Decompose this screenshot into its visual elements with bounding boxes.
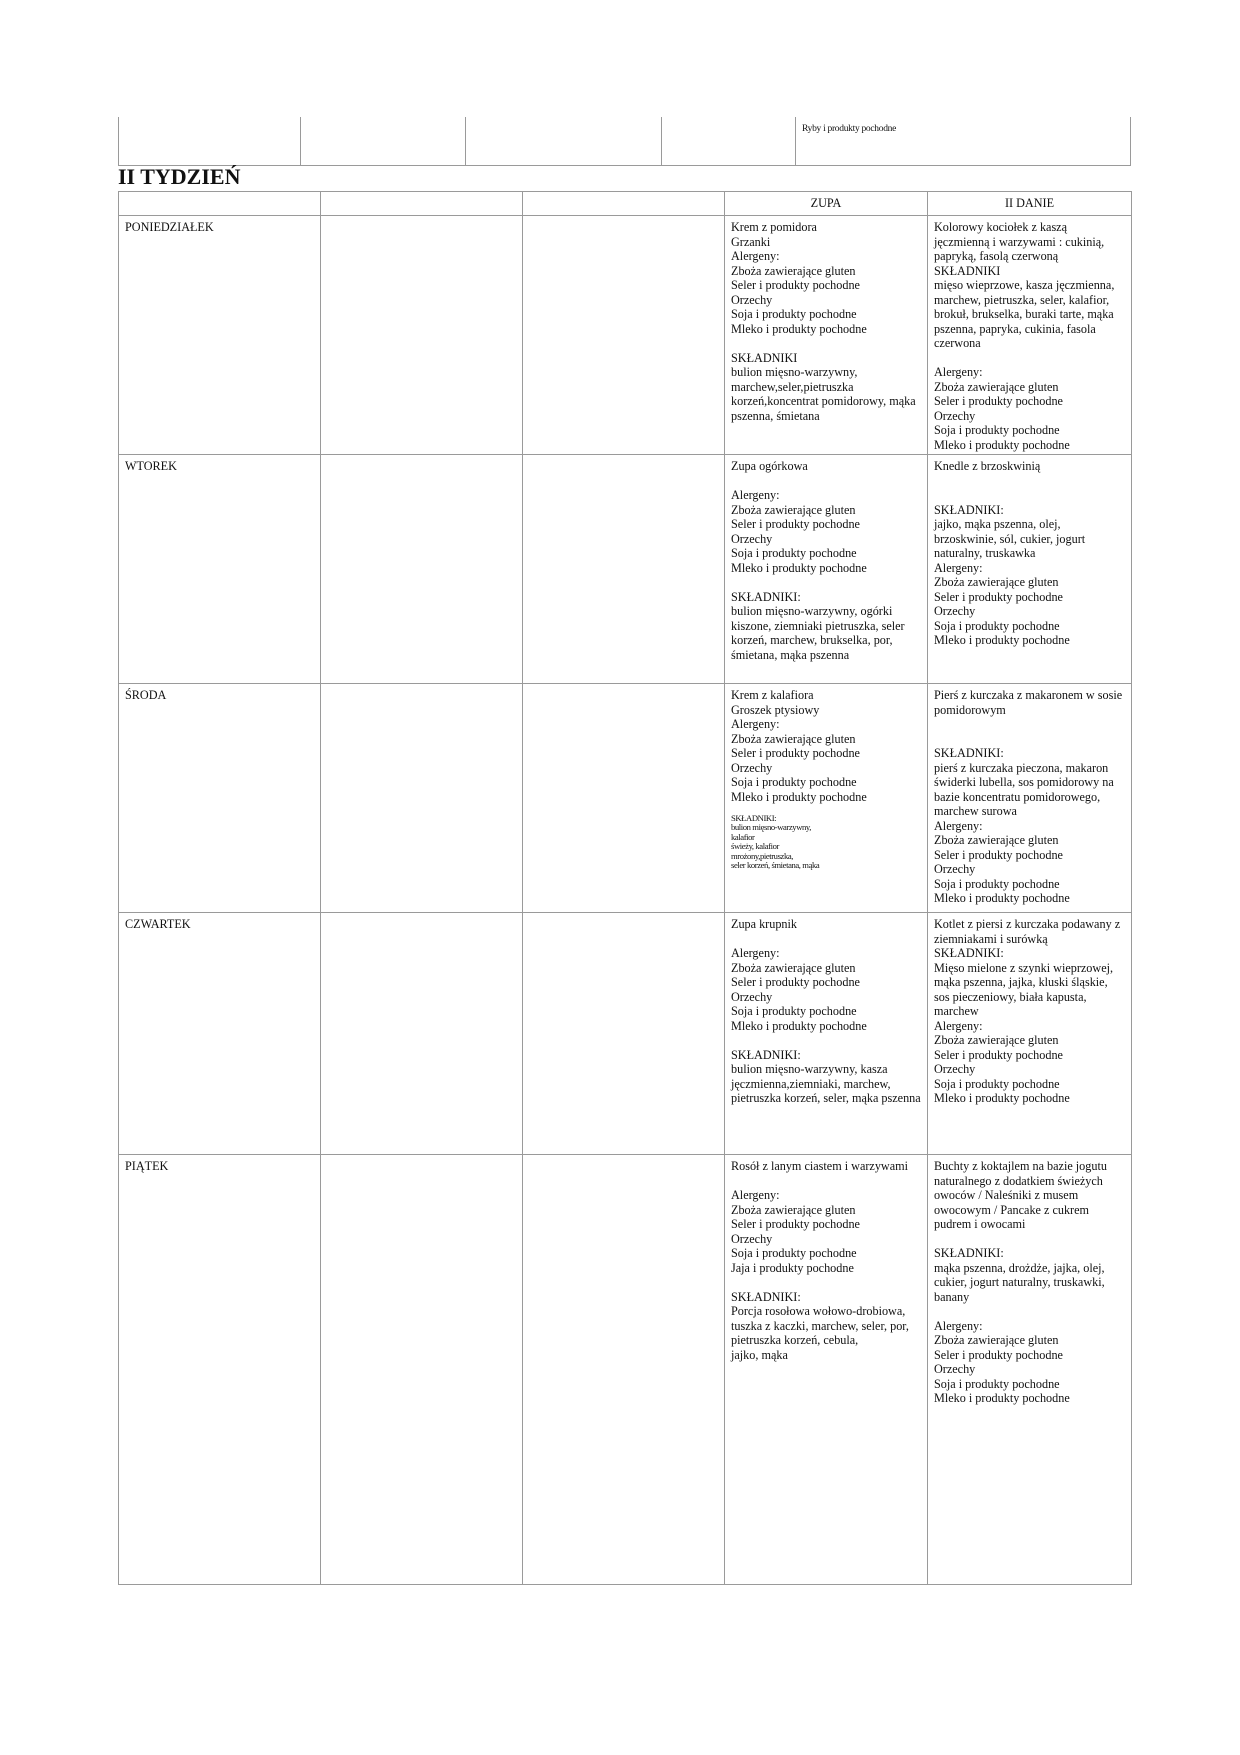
fragment-cell [466,117,662,166]
header-cell-day [119,192,321,216]
empty-cell [321,913,523,1155]
day-label: CZWARTEK [119,913,321,1155]
soup-cell: Krem z pomidora Grzanki Alergeny: Zboża zawierające gluten Seler i produkty pochodne Orzechy Soja i produkty pochodne Mleko i produkty pochodne SKŁADNIKI bulion mięsno-warzywny, marchew,seler,pietruszka korzeń,koncentrat pomidorowy, mąka pszenna, śmietana [725,216,928,455]
day-label: WTOREK [119,455,321,684]
day-label: PONIEDZIAŁEK [119,216,321,455]
soup-cell: Rosół z lanym ciastem i warzywami Alergeny: Zboża zawierające gluten Seler i produkty pochodne Orzechy Soja i produkty pochodne Jaja i produkty pochodne SKŁADNIKI: Porcja rosołowa wołowo-drobiowa, tuszka z kaczki, marchew, seler, por, pietruszka korzeń, cebula, jajko, mąka [725,1155,928,1585]
main-course-cell: Buchty z koktajlem na bazie jogutu naturalnego z dodatkiem świeżych owoców / Naleśniki z musem owocowym / Pancake z cukrem pudrem i owocami SKŁADNIKI: mąka pszenna, drożdże, jajka, olej, cukier, jogurt naturalny, truskawki, banany Alergeny: Zboża zawierające gluten Seler i produkty pochodne Orzechy Soja i produkty pochodne Mleko i produkty pochodne [928,1155,1132,1585]
main-course-cell: Pierś z kurczaka z makaronem w sosie pomidorowym SKŁADNIKI: pierś z kurczaka pieczona, makaron świderki lubella, sos pomidorowy na bazie koncentratu pomidorowego, marchew surowa Alergeny: Zboża zawierające gluten Seler i produkty pochodne Orzechy Soja i produkty pochodne Mleko i produkty pochodne [928,684,1132,913]
fragment-cell [119,117,301,166]
day-label: PIĄTEK [119,1155,321,1585]
header-cell-soup: ZUPA [725,192,928,216]
empty-cell [321,684,523,913]
empty-cell [523,913,725,1155]
empty-cell [523,684,725,913]
fragment-row [119,117,1131,166]
empty-cell [321,216,523,455]
empty-cell [523,1155,725,1585]
day-label: ŚRODA [119,684,321,913]
main-course-cell: Kolorowy kociołek z kaszą jęczmienną i warzywami : cukinią, papryką, fasolą czerwoną SKŁADNIKI mięso wieprzowe, kasza jęczmienna, marchew, pietruszka, seler, kalafior, brokuł, brukselka, buraki tarte, mąka pszenna, papryka, cukinia, fasola czerwona Alergeny: Zboża zawierające gluten Seler i produkty pochodne Orzechy Soja i produkty pochodne Mleko i produkty pochodne [928,216,1132,455]
empty-cell [321,455,523,684]
table-row-thursday [119,913,1132,1155]
table-header-row [119,192,1132,216]
week-title: II TYDZIEŃ [118,164,241,189]
header-cell-empty [523,192,725,216]
soup-ingredients-small: SKŁADNIKI: bulion mięsno-warzywny, kalafior świeży, kalafior mrożony,pietruszka, seler korzeń, śmietana, mąka [731,813,820,871]
soup-cell: Zupa krupnik Alergeny: Zboża zawierające gluten Seler i produkty pochodne Orzechy Soja i produkty pochodne Mleko i produkty pochodne SKŁADNIKI: bulion mięsno-warzywny, kasza jęczmienna,ziemniaki, marchew, pietruszka korzeń, seler, mąka pszenna [725,913,928,1155]
soup-cell [725,684,928,913]
header-cell-main-course: II DANIE [928,192,1132,216]
table-row-monday [119,216,1132,455]
empty-cell [321,1155,523,1585]
previous-week-table-fragment [118,117,1131,166]
weekly-menu-table [118,191,1132,1585]
fragment-cell [662,117,796,166]
header-cell-empty [321,192,523,216]
table-row-wednesday [119,684,1132,913]
empty-cell [523,216,725,455]
empty-cell [523,455,725,684]
soup-text: Krem z kalafiora Groszek ptysiowy Alergeny: Zboża zawierające gluten Seler i produkty pochodne Orzechy Soja i produkty pochodne Mleko i produkty pochodne [731,688,867,804]
fragment-cell [301,117,466,166]
fragment-allergen-cell: Ryby i produkty pochodne [796,117,1131,166]
table-row-tuesday [119,455,1132,684]
table-row-friday [119,1155,1132,1585]
main-course-cell: Knedle z brzoskwinią SKŁADNIKI: jajko, mąka pszenna, olej, brzoskwinie, sól, cukier, jogurt naturalny, truskawka Alergeny: Zboża zawierające gluten Seler i produkty pochodne Orzechy Soja i produkty pochodne Mleko i produkty pochodne [928,455,1132,684]
main-course-cell: Kotlet z piersi z kurczaka podawany z ziemniakami i surówką SKŁADNIKI: Mięso mielone z szynki wieprzowej, mąka pszenna, jajka, kluski śląskie, sos pieczeniowy, biała kapusta, marchew Alergeny: Zboża zawierające gluten Seler i produkty pochodne Orzechy Soja i produkty pochodne Mleko i produkty pochodne [928,913,1132,1155]
soup-cell: Zupa ogórkowa Alergeny: Zboża zawierające gluten Seler i produkty pochodne Orzechy Soja i produkty pochodne Mleko i produkty pochodne SKŁADNIKI: bulion mięsno-warzywny, ogórki kiszone, ziemniaki pietruszka, seler korzeń, marchew, brukselka, por, śmietana, mąka pszenna [725,455,928,684]
